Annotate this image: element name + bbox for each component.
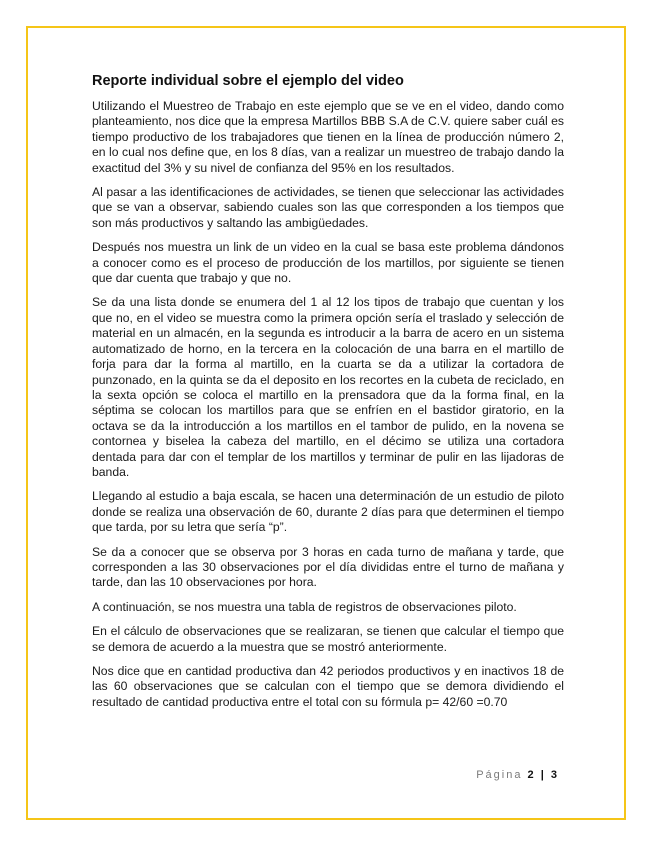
paragraph: Se da a conocer que se observa por 3 horas en cada turno de mañana y tarde, que corresponden a las 30 observaciones por el día divididas entre el turno de mañana y tarde, dan las 10 observaciones por hora. xyxy=(92,544,564,590)
paragraph: A continuación, se nos muestra una tabla de registros de observaciones piloto. xyxy=(92,599,517,614)
paragraph: Después nos muestra un link de un video en la cual se basa este problema dándonos a conocer como es el proceso de producción de los martillos, por siguiente se tienen que dar cuenta que trabajo y que no. xyxy=(92,240,564,286)
paragraph: Al pasar a las identificaciones de actividades, se tienen que seleccionar las actividades que se van a observar, sabiendo cuales son las que corresponden a los tiempos que son más productivos y saltando las ambigüedades. xyxy=(92,185,564,230)
document-title: Reporte individual sobre el ejemplo del video xyxy=(92,73,404,89)
page-number: 2 xyxy=(527,769,534,781)
page-separator: | xyxy=(540,769,544,781)
document-body xyxy=(92,72,564,719)
page-label: Página xyxy=(476,769,523,781)
page-footer xyxy=(476,769,557,781)
paragraph: Se da una lista donde se enumera del 1 al 12 los tipos de trabajo que cuentan y los que no, en el video se muestra como la primera opción sería el traslado y selección de material en un almacén, en la segunda es introducir a la barra de acero en un sistema automatizado de horno, en la tercera en la colocación de una barra en el martillo de forja para dar la forma al martillo, en la cuarta se da a utilizar la cortadora de punzonado, en la quinta se da el deposito en los recortes en la cubeta de reciclado, en la sexta opción se coloca el martillo en la prensadora que da la forma final, en la séptima se colocan los martillos para que se enfríen en el bastidor giratorio, en la octava se da la introducción a los martillos en el tambor de pulido, en la novena se contornea y biselea la cabeza del martillo, en el décimo se utiliza una cortadora dentada para dar con el templar de los martillos y terminar de pulir en las lijadoras de banda. xyxy=(92,295,564,479)
paragraph: Utilizando el Muestreo de Trabajo en este ejemplo que se ve en el video, dando como planteamiento, nos dice que la empresa Martillos BBB S.A de C.V. quiere saber cuál es tiempo productivo de los trabajadores que tienen en la línea de producción número 2, en lo cual nos define que, en los 8 días, van a realizar un muestreo de trabajo dando la exactitud del 3% y su nivel de confianza del 95% en los resultados. xyxy=(92,99,564,175)
paragraph: Llegando al estudio a baja escala, se hacen una determinación de un estudio de piloto donde se realiza una observación de 60, durante 2 días para que determinen el tiempo que tarda, por su letra que sería “p”. xyxy=(92,489,564,535)
paragraph: En el cálculo de observaciones que se realizaran, se tienen que calcular el tiempo que se demora de acuerdo a la muestra que se mostró anteriormente. xyxy=(92,624,564,654)
paragraph: Nos dice que en cantidad productiva dan 42 periodos productivos y en inactivos 18 de las 60 observaciones que se calculan con el tiempo que se demora dividiendo el resultado de cantidad productiva entre el total con su fórmula p= 42/60 =0.70 xyxy=(92,664,564,709)
total-pages: 3 xyxy=(550,769,557,781)
